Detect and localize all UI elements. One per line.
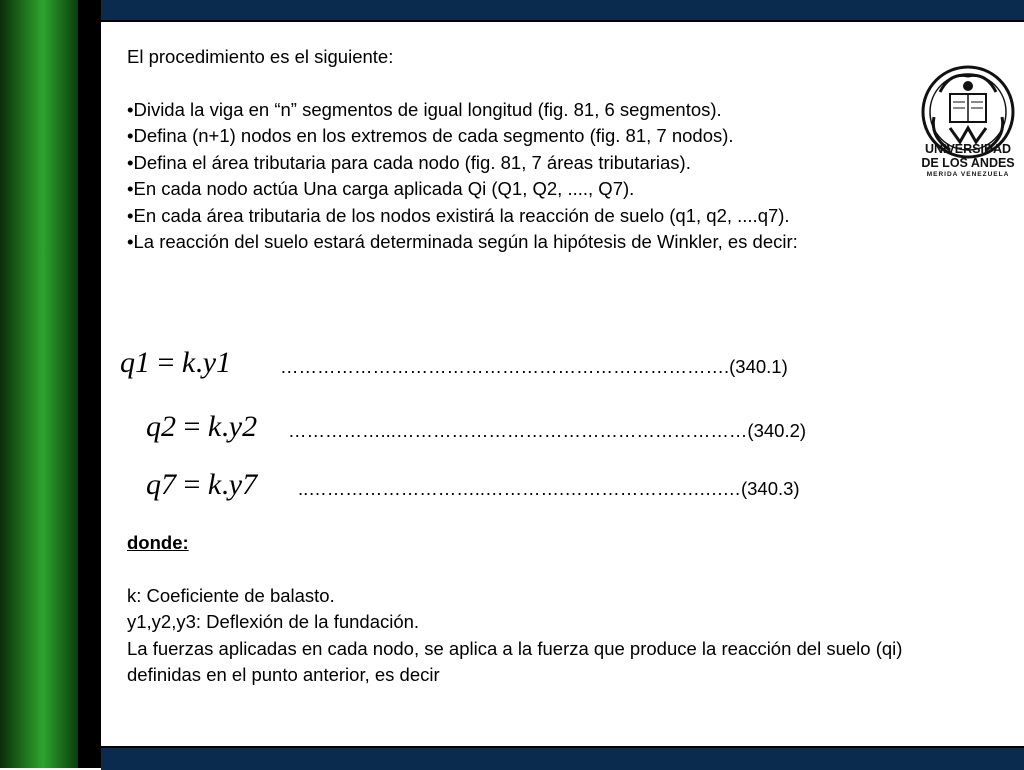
donde-heading: donde:: [127, 532, 189, 553]
equation-1-number: ……………………………………………………………….(340.1): [280, 356, 788, 377]
bullet-1: •Divida la viga en “n” segmentos de igual longitud (fig. 81, 6 segmentos).: [127, 98, 722, 120]
bullet-5: •En cada área tributaria de los nodos existirá la reacción de suelo (q1, q2, ....q7).: [127, 204, 790, 226]
bullet-6: •La reacción del suelo estará determinada según la hipótesis de Winkler, es decir:: [127, 231, 798, 252]
logo-line-2: DE LOS ANDES: [921, 156, 1015, 170]
bullet-3: •Defina el área tributaria para cada nodo (fig. 81, 7 áreas tributarias).: [127, 151, 691, 173]
bullet-2: •Defina (n+1) nodos en los extremos de cada segmento (fig. 81, 7 nodos).: [127, 125, 734, 146]
definition-k: k: Coeficiente de balasto.: [127, 584, 335, 606]
slide-body: [127, 44, 947, 256]
logo-line-3: MERIDA VENEZUELA: [926, 171, 1010, 178]
equation-3: [120, 468, 910, 508]
left-green-band: [0, 0, 78, 768]
definition-y: y1,y2,y3: Deflexión de la fundación.: [127, 611, 420, 632]
bottom-bar: [101, 746, 1024, 770]
equation-2: [120, 410, 910, 450]
bullet-4: •En cada nodo actúa Una carga aplicada Qi (Q1, Q2, ...., Q7).: [127, 178, 635, 199]
intro-text: El procedimiento es el siguiente:: [127, 46, 394, 67]
equation-2-formula: q2 = k.y2: [146, 410, 258, 443]
definition-forces: La fuerzas aplicadas en cada nodo, se aplica a la fuerza que produce la reacción del suelo (qi) definidas en el punto anterior, es decir: [127, 637, 903, 685]
equation-1-formula: q1 = k.y1: [120, 346, 232, 379]
logo-line-1: UNIVERSIDAD: [924, 142, 1012, 156]
equation-3-formula: q7 = k.y7: [146, 468, 258, 501]
definitions-block: [127, 530, 947, 689]
top-bar: [101, 0, 1024, 22]
equation-3-number: ..………………………..………….………………….….…(340.3): [298, 478, 800, 499]
equation-2-number: ……………...…………………………………………………(340.2): [288, 420, 807, 441]
equation-1: [120, 346, 910, 386]
left-black-stripe: [78, 0, 101, 768]
